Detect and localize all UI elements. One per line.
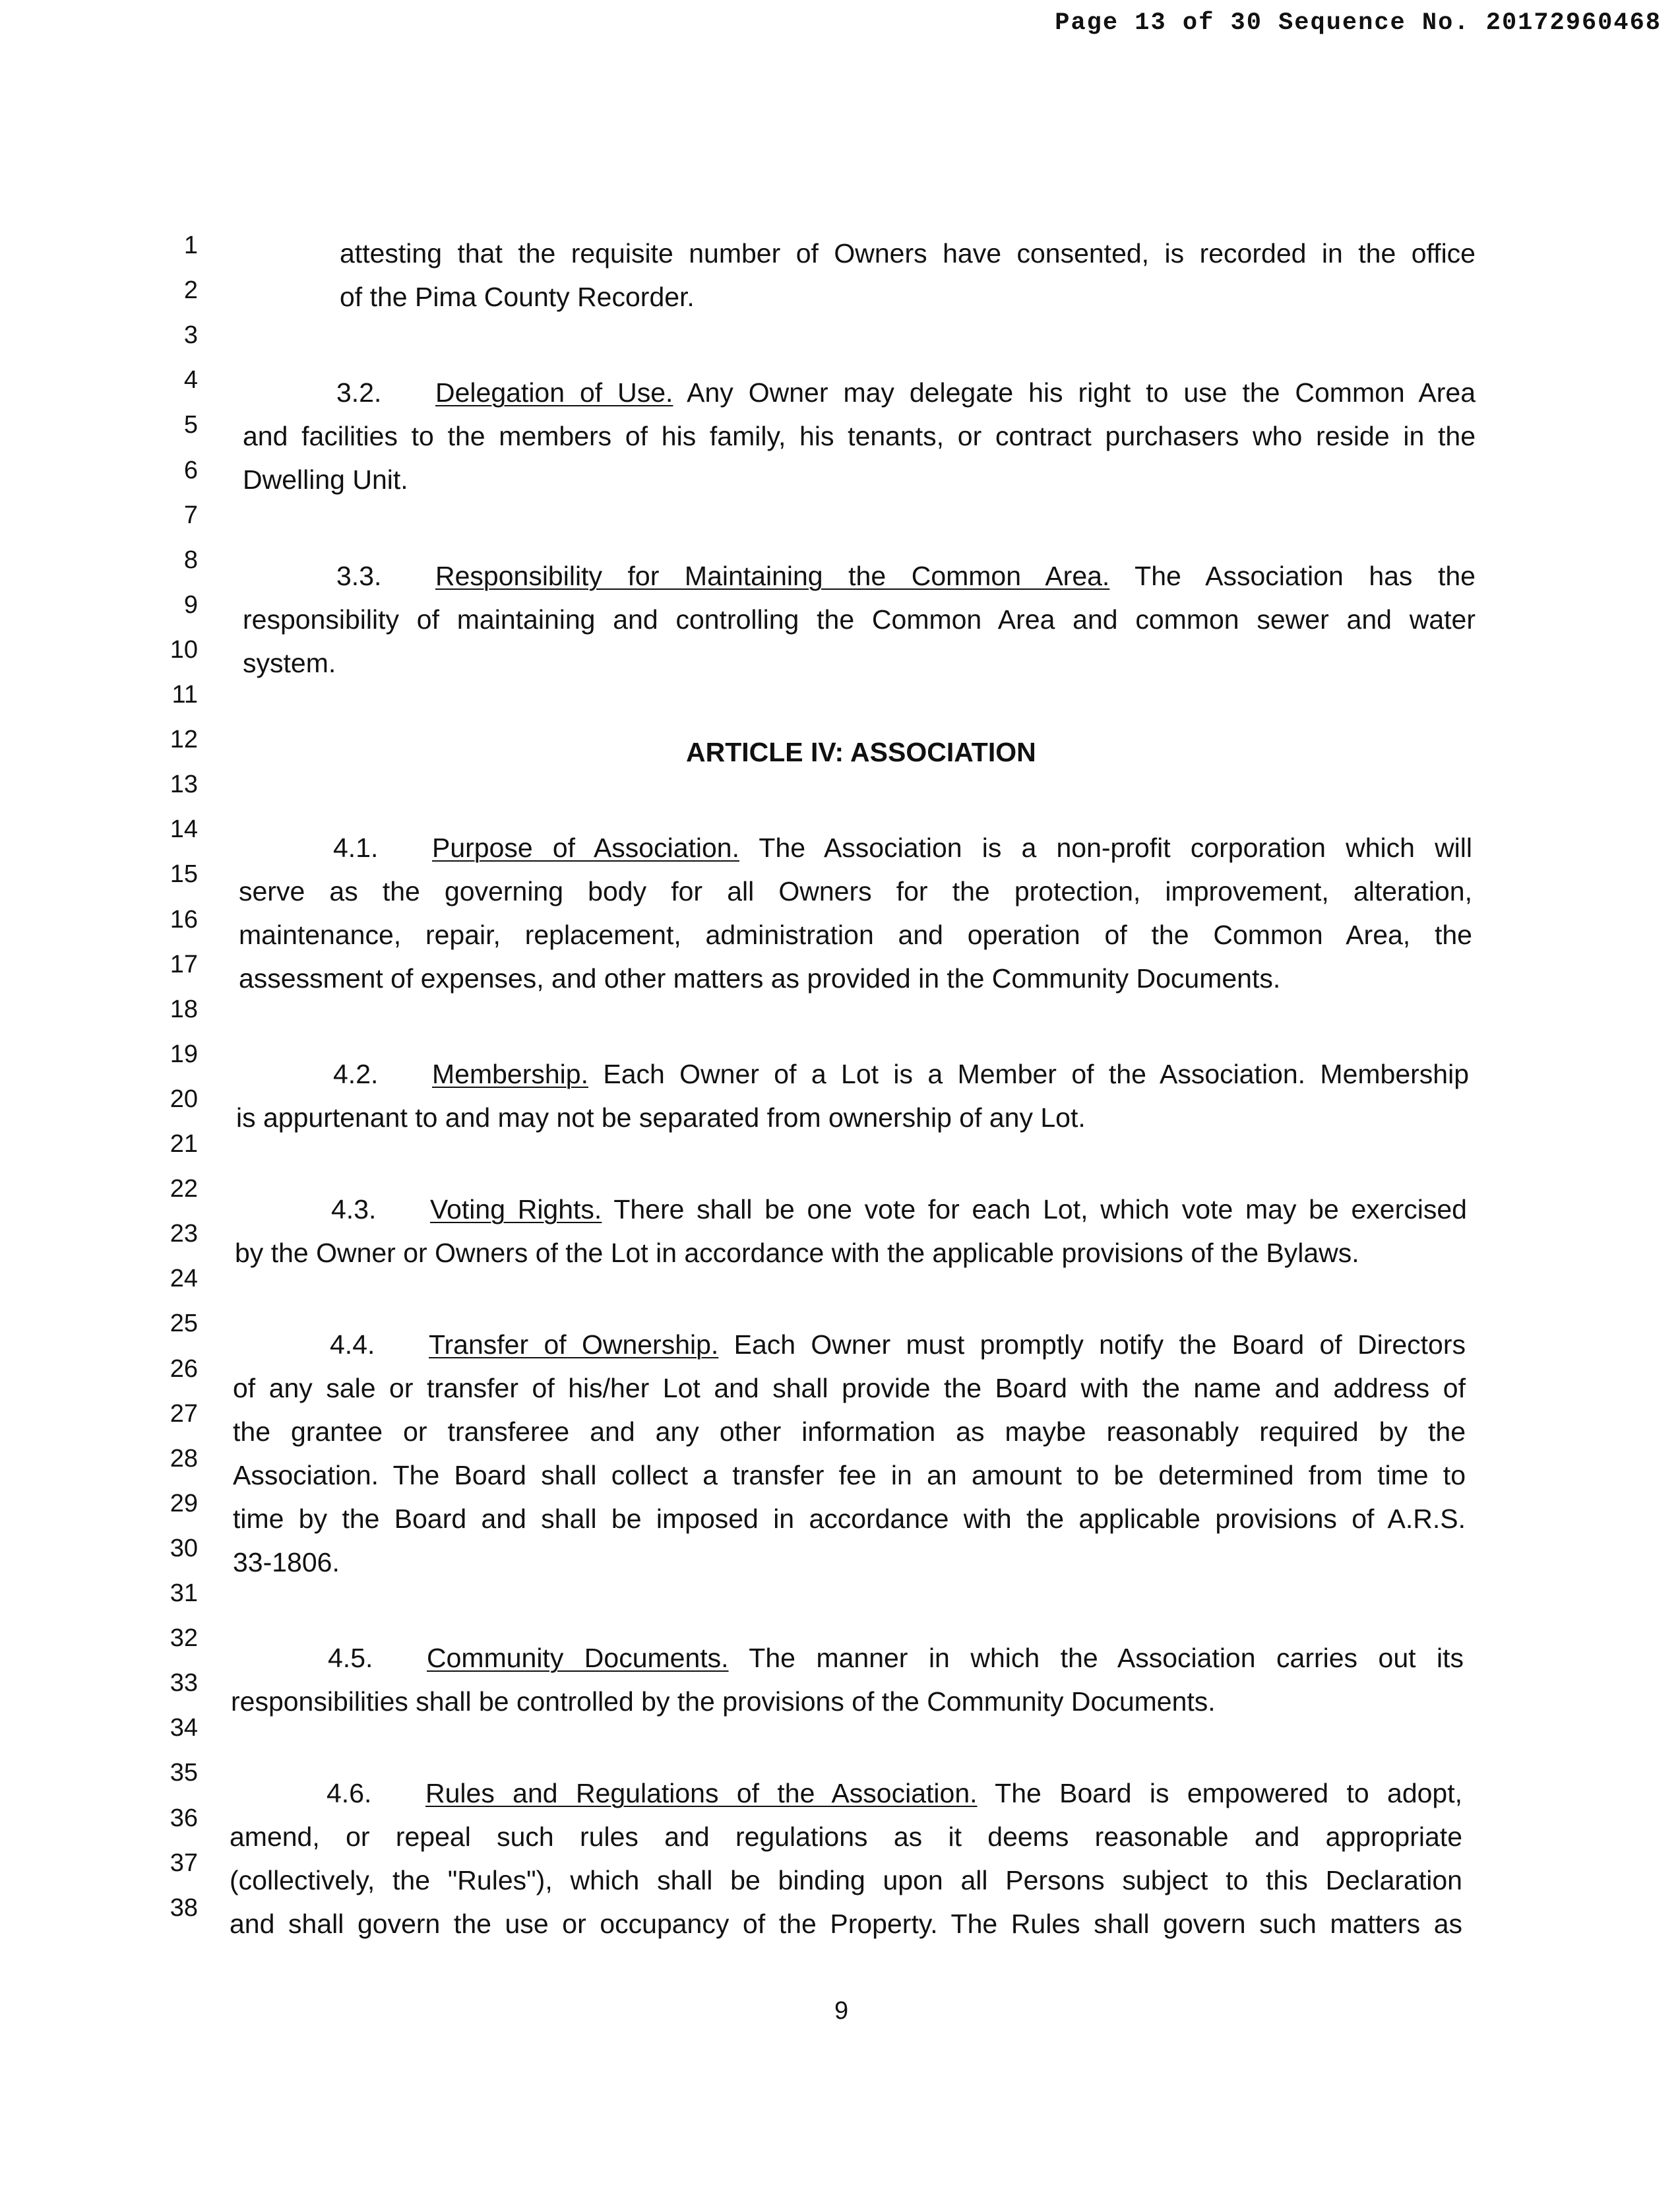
section-text: Any Owner may delegate his right to use the Common Area xyxy=(673,377,1476,408)
article-heading: ARTICLE IV: ASSOCIATION xyxy=(686,737,1036,767)
body-line: (collectively, the "Rules"), which shall be binding upon all Persons subject to this Declaration xyxy=(230,1865,1462,1895)
line-number: 5 xyxy=(183,411,198,439)
section-number: 4.3. xyxy=(331,1194,377,1224)
line-number: 16 xyxy=(170,905,198,934)
line-number: 37 xyxy=(170,1849,198,1877)
body-line: serve as the governing body for all Owners for the protection, improvement, alteration, xyxy=(239,876,1472,906)
line-number: 10 xyxy=(170,635,198,664)
line-number: 11 xyxy=(171,681,198,709)
section-4-6-first-line xyxy=(327,1779,1462,1808)
line-number: 27 xyxy=(170,1399,198,1428)
section-title: Purpose of Association. xyxy=(432,833,739,863)
section-number: 4.5. xyxy=(328,1643,373,1673)
section-4-1-first-line xyxy=(333,833,1472,862)
line-number: 9 xyxy=(183,590,198,619)
line-number: 15 xyxy=(170,860,198,889)
line-number: 36 xyxy=(170,1804,198,1832)
section-number: 4.4. xyxy=(330,1329,375,1360)
body-line: assessment of expenses, and other matters as provided in the Community Documents. xyxy=(239,963,1281,994)
section-text: Each Owner must promptly notify the Board of Directors xyxy=(718,1329,1466,1360)
line-number: 18 xyxy=(170,995,198,1023)
line-number: 2 xyxy=(183,276,198,305)
line-number: 33 xyxy=(170,1669,198,1697)
line-number: 29 xyxy=(170,1489,198,1517)
body-line: is appurtenant to and may not be separated from ownership of any Lot. xyxy=(236,1102,1086,1133)
line-number: 7 xyxy=(183,501,198,529)
section-number: 3.2. xyxy=(336,377,382,408)
recording-stamp: Page 13 of 30 Sequence No. 20172960468 xyxy=(1055,9,1662,37)
line-number: 3 xyxy=(183,321,198,350)
line-number: 32 xyxy=(170,1624,198,1653)
line-number: 31 xyxy=(170,1579,198,1607)
section-title: Voting Rights. xyxy=(430,1194,602,1224)
line-number: 38 xyxy=(170,1893,198,1922)
section-title: Community Documents. xyxy=(427,1643,729,1673)
line-number: 8 xyxy=(183,546,198,574)
section-text: The Association has the xyxy=(1109,561,1476,591)
section-4-5-first-line xyxy=(328,1643,1464,1672)
body-line: Dwelling Unit. xyxy=(243,464,408,495)
body-line: and shall govern the use or occupancy of the Property. The Rules shall govern such matters as xyxy=(230,1909,1462,1939)
body-line: maintenance, repair, replacement, administration and operation of the Common Area, the xyxy=(239,920,1472,950)
page-number: 9 xyxy=(834,1997,849,2025)
section-text: The Board is empowered to adopt, xyxy=(977,1778,1463,1808)
line-number: 20 xyxy=(170,1085,198,1113)
section-text: The Association is a non-profit corporation which will xyxy=(739,833,1472,863)
section-title: Delegation of Use. xyxy=(435,377,673,408)
line-number: 35 xyxy=(170,1759,198,1787)
section-title: Rules and Regulations of the Association. xyxy=(425,1778,978,1808)
body-line: attesting that the requisite number of Owners have consented, is recorded in the office xyxy=(340,238,1476,269)
line-number: 34 xyxy=(170,1714,198,1742)
line-number: 24 xyxy=(170,1265,198,1293)
line-number: 30 xyxy=(170,1534,198,1562)
line-number: 1 xyxy=(183,232,198,259)
line-number: 23 xyxy=(170,1220,198,1248)
body-line: amend, or repeal such rules and regulations as it deems reasonable and appropriate xyxy=(230,1822,1462,1852)
section-4-3-first-line xyxy=(331,1195,1467,1224)
line-number: 12 xyxy=(170,726,198,754)
section-3-3-first-line xyxy=(336,561,1476,590)
section-4-2-first-line xyxy=(333,1060,1469,1089)
line-number: 4 xyxy=(183,366,198,395)
line-number: 25 xyxy=(170,1310,198,1338)
line-number: 13 xyxy=(170,771,198,799)
section-title: Responsibility for Maintaining the Common Area. xyxy=(435,561,1110,591)
body-line: 33-1806. xyxy=(233,1547,340,1577)
section-title: Transfer of Ownership. xyxy=(429,1329,719,1360)
section-text: There shall be one vote for each Lot, which vote may be exercised xyxy=(602,1194,1467,1224)
body-line: time by the Board and shall be imposed in accordance with the applicable provisions of A.R.S. xyxy=(233,1504,1466,1534)
body-line: responsibilities shall be controlled by the provisions of the Community Documents. xyxy=(231,1686,1216,1717)
section-title: Membership. xyxy=(432,1059,588,1089)
body-line: by the Owner or Owners of the Lot in accordance with the applicable provisions of the Bylaws. xyxy=(235,1238,1359,1268)
body-line: system. xyxy=(243,648,336,678)
section-number: 3.3. xyxy=(336,561,382,591)
section-3-2-first-line xyxy=(336,378,1476,407)
line-number: 21 xyxy=(170,1130,198,1158)
body-line: Association. The Board shall collect a transfer fee in an amount to be determined from time to xyxy=(233,1460,1466,1490)
line-number: 6 xyxy=(183,456,198,484)
line-number: 28 xyxy=(170,1444,198,1473)
body-line: of any sale or transfer of his/her Lot and shall provide the Board with the name and address of xyxy=(233,1373,1466,1403)
line-number: 22 xyxy=(170,1175,198,1203)
section-number: 4.6. xyxy=(327,1778,372,1808)
line-number: 14 xyxy=(170,815,198,844)
body-line: the grantee or transferee and any other information as maybe reasonably required by the xyxy=(233,1416,1466,1447)
section-4-4-first-line xyxy=(330,1330,1466,1359)
line-number: 17 xyxy=(170,950,198,978)
body-line: and facilities to the members of his family, his tenants, or contract purchasers who reside in the xyxy=(243,421,1476,451)
section-text: Each Owner of a Lot is a Member of the Association. Membership xyxy=(588,1059,1469,1089)
body-line: of the Pima County Recorder. xyxy=(340,282,695,312)
body-line: responsibility of maintaining and controlling the Common Area and common sewer and water xyxy=(243,604,1476,635)
section-text: The manner in which the Association carries out its xyxy=(728,1643,1464,1673)
section-number: 4.1. xyxy=(333,833,379,863)
line-number: 26 xyxy=(170,1354,198,1383)
line-number: 19 xyxy=(170,1040,198,1068)
section-number: 4.2. xyxy=(333,1059,379,1089)
